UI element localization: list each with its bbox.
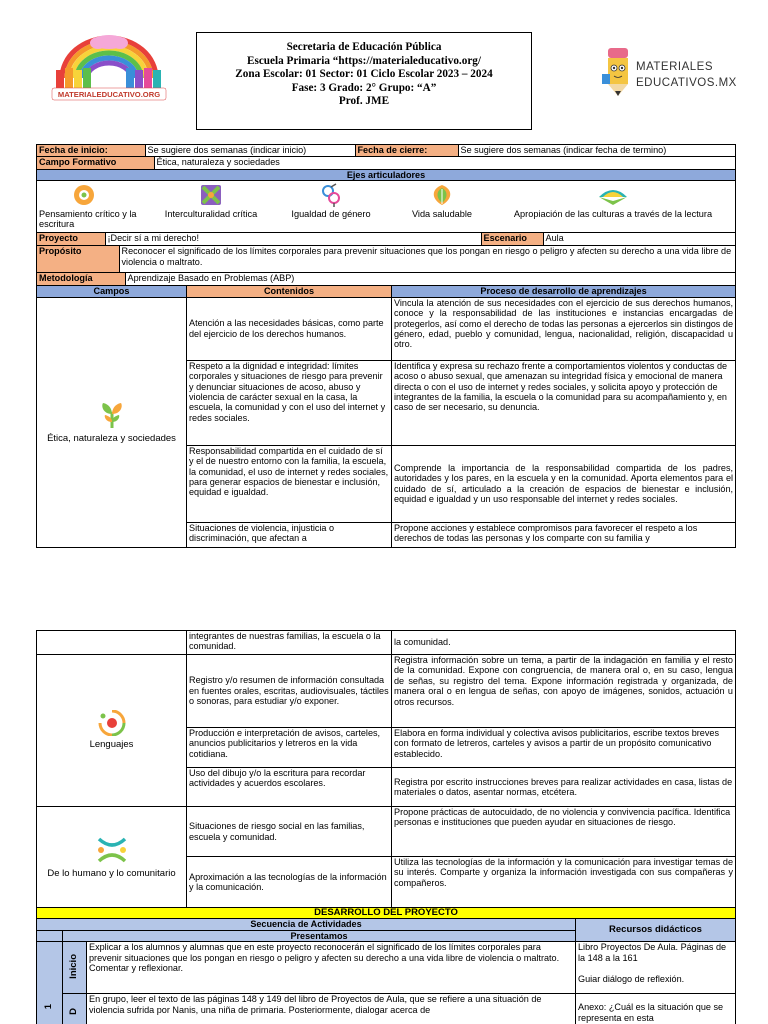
proceso-cell: Registra por escrito instrucciones breves para realizar actividades en casa, listas de materiales o datos, asentar normas, etcétera. [392,768,736,807]
school-header [196,32,532,130]
contenido-cell: Respeto a la dignidad e integridad: límites corporales y situaciones de riesgo para prevenir y denunciar situaciones de acoso, abuso y violencia de carácter sexual en la casa, la escuela, la comunidad y con el uso del internet y redes sociales. [187,360,392,445]
proceso-cell: Elabora en forma individual y colectiva avisos publicitarios, escribe textos breves con formato de letreros, carteles y avisos a partir de un propósito comunicativo establecido. [392,728,736,768]
ejes-row [37,181,736,233]
inicio-label: Inicio [68,954,80,979]
desarrollo-recurso-cell: Anexo: ¿Cuál es la situación que se representa en esta [576,994,736,1024]
header-line-zona: Zona Escolar: 01 Sector: 01 Ciclo Escolar 2023 – 2024 [235,68,493,81]
pensamiento-critico-icon [69,183,99,207]
contenido-cell: Situaciones de riesgo social en las familias, escuela y comunidad. [187,807,392,857]
desarrollo-label: D [68,1008,80,1016]
proceso-cell: Comprende la importancia de la responsabilidad compartida de los padres, autoridades y los pares, en la escuela y en la comunidad. Aporta elementos para el cuidado de sí, articulado a la creación de espacios de bienestar e inclusión, equidad e igualdad y un uso responsable del internet y redes sociales. [392,445,736,522]
header-line-fase: Fase: 3 Grado: 2° Grupo: “A” [291,81,437,94]
logo-right-text-2: EDUCATIVOS.MX [636,77,737,89]
materialeducativo-logo [48,30,170,106]
fecha-inicio-value: Se sugiere dos semanas (indicar inicio) [145,145,355,156]
proyecto-label: Proyecto [37,233,105,245]
campo-formativo-value: Ética, naturaleza y sociedades [156,157,280,167]
escenario-value: Aula [545,233,564,244]
metodologia-label: Metodología [37,273,125,285]
campo-lenguajes-cell [37,655,187,807]
proceso-cell: Propone acciones y establece compromisos para favorecer el respeto a los derechos de todas las personas y los comparte con su familia y [392,522,736,547]
contenido-cell: Producción e interpretación de avisos, carteles, anuncios publicitarios y letreros en la vida cotidiana. [187,728,392,768]
contenido-cell: Responsabilidad compartida en el cuidado de sí y el de nuestro entorno con la familia, la escuela, la comunidad, el uso de internet y redes sociales, para generar espacios de bienestar e inclusión, equidad e igualdad. [187,445,392,522]
recursos-header: Recursos didácticos [576,919,736,942]
proceso-cell: Propone prácticas de autocuidado, de no violencia y convivencia pacífica. Identifica personas e instituciones que pueden ayudar en situaciones de riesgo. [392,807,736,857]
planning-table-page2 [36,630,736,908]
logo-right-text-1: MATERIALES [636,61,713,73]
fase-header-cell [37,930,63,941]
eje-interculturalidad: Interculturalidad crítica [151,183,271,219]
desarrollo-table [36,907,736,1024]
inicio-recurso-1: Libro Proyectos De Aula. Páginas de la 148 a la 161 [578,942,727,963]
table-row [37,297,736,360]
proceso-cell: Identifica y expresa su rechazo frente a comportamientos violentos y conductas de acoso o abuso sexual, que amenazan su integridad física y emocional de manera directa o con el uso de internet y redes sociales, y solicita apoyo y protección de integrantes de la familia, la escuela o la comunidad para su acompañamiento y, en caso de ser necesario, su denuncia. [392,360,736,445]
presentamos-header: Presentamos [63,930,576,941]
campo-etica-cell [37,297,187,547]
empty-campo-cell [37,631,187,655]
metodologia-value: Aprendizaje Basado en Problemas (ABP) [127,273,295,284]
desarrollo-cell [63,994,87,1024]
eje-apropiacion-culturas: Apropiación de las culturas a través de la lectura [493,183,733,219]
campo-humano-cell [37,807,187,908]
fase-number: 1 [43,1003,55,1010]
ejes-title: Ejes articuladores [37,170,736,181]
contenido-cell: Atención a las necesidades básicas, como parte del ejercicio de los derechos humanos. [187,297,392,360]
vida-saludable-icon [429,183,455,207]
proposito-label: Propósito [37,246,119,272]
proceso-cell: Vincula la atención de sus necesidades con el ejercicio de sus derechos humanos, conoce y la responsabilidad de las instituciones e instancias encargadas de protegerlos, así como el derecho de todas las personas a ejercerlos sin distingos de género, edad, pueblo y comunidad, lengua, nacionalidad, religión, discapacidad u otro. [392,297,736,360]
table-row [37,655,736,728]
col-campos-header: Campos [37,286,187,297]
table-row [37,942,736,994]
fecha-inicio-label: Fecha de inicio: [37,145,145,156]
etica-naturaleza-icon [97,400,127,430]
desarrollo-text-cell: En grupo, leer el texto de las páginas 148 y 149 del libro de Proyectos de Aula, que se refiere a una situación de violencia sufrida por Nanis, una niña de primaria. Posteriormente, dialogar acerca de [87,994,576,1024]
fecha-cierre-value: Se sugiere dos semanas (indicar fecha de termino) [460,145,667,155]
secuencia-header: Secuencia de Actividades [37,919,576,930]
table-row [37,994,736,1024]
proceso-cell: Registra información sobre un tema, a partir de la indagación en familia y el resto de la comunidad. Expone con congruencia, de manera oral o, en su caso, lengua de señas, su registro del tema. Expone información registrada y organizada, de manera oral o en lengua de señas, con apoyo de imágenes, sonidos, actuación u otros recursos. [392,655,736,728]
interculturalidad-icon [198,183,224,207]
fase-cell [37,942,63,1024]
inicio-cell [63,942,87,994]
proyecto-value: ¡Decir sí a mi derecho! [105,233,481,245]
igualdad-genero-icon [318,183,344,207]
proceso-cell: la comunidad. [392,631,736,655]
desarrollo-title: DESARROLLO DEL PROYECTO [37,908,736,919]
inicio-recurso-2: Guiar diálogo de reflexión. [578,974,685,985]
contenido-cell: integrantes de nuestras familias, la escuela o la comunidad. [187,631,392,655]
table-row [37,631,736,655]
proposito-value: Reconocer el significado de los límites corporales para prevenir situaciones que los pongan en riesgo o peligro y afecten su derecho a una vida libre de violencia o maltrato. [121,246,732,267]
table-row [37,807,736,857]
contenido-cell: Aproximación a las tecnologías de la información y la comunicación. [187,857,392,908]
campo-lenguajes-label: Lenguajes [89,739,134,751]
planning-table-page1 [36,144,736,548]
eje-pensamiento-critico: Pensamiento crítico y la escritura [39,183,147,229]
inicio-text-cell: Explicar a los alumnos y alumnas que en este proyecto reconocerán el significado de los límites corporales para prevenir situaciones que los pongan en riesgo o peligro y afecten su derecho a una vida libre de violencia o maltrato. Comentar y reflexionar. [87,942,576,994]
apropiacion-culturas-icon [597,183,629,207]
header-line-prof: Prof. JME [338,95,390,108]
campo-formativo-label: Campo Formativo [37,157,154,169]
contenido-cell: Registro y/o resumen de información consultada en fuentes orales, escritas, audiovisuales, táctiles o sonoras, para estudiar y/o exponer. [187,655,392,728]
logo-left-text: MATERIALEDUCATIVO.ORG [57,90,161,99]
lenguajes-icon [97,710,127,736]
contenido-cell: Situaciones de violencia, injusticia o discriminación, que afectan a [187,522,392,547]
col-contenidos-header: Contenidos [187,286,392,297]
proceso-cell: Utiliza las tecnologías de la información y la comunicación para investigar temas de su interés. Comparte y organiza la información investigada con sus compañeras y compañeros. [392,857,736,908]
col-proceso-header: Proceso de desarrollo de aprendizajes [392,286,736,297]
campo-etica-label: Ética, naturaleza y sociedades [47,433,176,445]
header-line-sep: Secretaria de Educación Pública [286,41,442,53]
materiales-educativos-logo [600,44,740,100]
header-line-school: Escuela Primaria “https://materialeducativo.org/ [247,54,481,67]
eje-igualdad-genero: Igualdad de género [281,183,381,219]
humano-comunitario-icon [95,835,129,865]
fecha-cierre-label: Fecha de cierre: [355,145,458,156]
campo-humano-label: De lo humano y lo comunitario [47,867,176,879]
inicio-recurso-cell [576,942,736,994]
eje-vida-saludable: Vida saludable [397,183,487,219]
escenario-label: Escenario [481,233,543,245]
contenido-cell: Uso del dibujo y/o la escritura para recordar actividades y acuerdos escolares. [187,768,392,807]
